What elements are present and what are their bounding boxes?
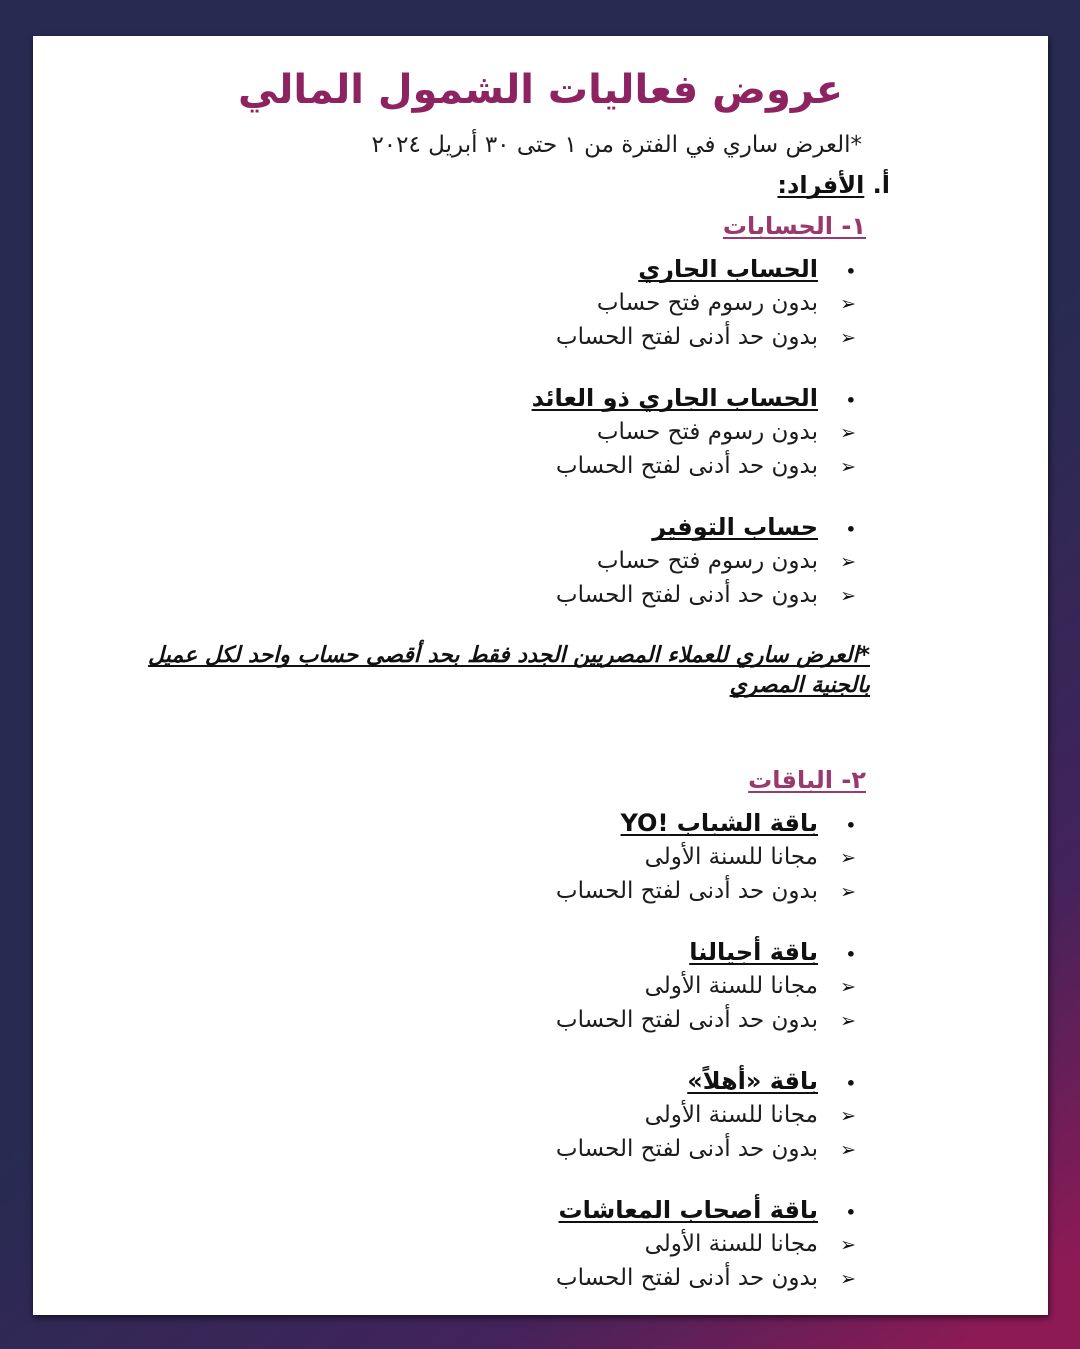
arrow-bullet-icon: ➢ xyxy=(840,456,856,478)
bullet-icon: • xyxy=(845,816,856,836)
benefit-text: بدون حد أدنى لفتح الحساب xyxy=(555,1007,818,1034)
arrow-bullet-icon: ➢ xyxy=(840,1268,856,1291)
section-individuals xyxy=(33,171,1048,199)
list-item xyxy=(33,545,856,579)
account-name: الحساب الجاري xyxy=(638,255,818,283)
benefit-text: بدون رسوم فتح حساب xyxy=(596,290,818,316)
benefit-text: بدون حد أدنى لفتح الحساب xyxy=(555,582,818,608)
bullet-icon: • xyxy=(845,1074,856,1094)
arrow-bullet-icon: ➢ xyxy=(840,327,856,349)
package-name: باقة «أهلاً» xyxy=(687,1067,818,1096)
benefit-text: بدون حد أدنى لفتح الحساب xyxy=(555,1265,818,1292)
list-item xyxy=(33,841,856,875)
benefit-text: مجانا للسنة الأولى xyxy=(644,1231,818,1258)
list-item xyxy=(33,875,856,909)
list-item xyxy=(33,579,856,613)
account-name: حساب التوفير xyxy=(652,513,818,541)
list-item xyxy=(33,287,856,321)
benefit-text: بدون رسوم فتح حساب xyxy=(596,548,818,574)
package-name: باقة أصحاب المعاشات xyxy=(558,1196,818,1225)
list-item xyxy=(33,512,856,545)
list-item xyxy=(33,1004,856,1038)
bullet-icon: • xyxy=(845,1203,856,1223)
bullet-icon: • xyxy=(845,262,856,281)
package-group-pensioners xyxy=(33,1195,856,1296)
arrow-bullet-icon: ➢ xyxy=(840,847,856,870)
list-item xyxy=(33,1262,856,1296)
list-item xyxy=(33,808,856,841)
arrow-bullet-icon: ➢ xyxy=(840,976,856,999)
account-group-savings xyxy=(33,512,856,613)
arrow-bullet-icon: ➢ xyxy=(840,293,856,315)
package-name: باقة أجيالنا xyxy=(689,938,818,967)
list-item xyxy=(33,1133,856,1167)
arrow-bullet-icon: ➢ xyxy=(840,585,856,607)
accounts-list xyxy=(33,254,1048,613)
document-page xyxy=(33,36,1048,1315)
benefit-text: بدون حد أدنى لفتح الحساب xyxy=(555,324,818,350)
account-name: الحساب الجاري ذو العائد xyxy=(531,384,818,412)
benefit-text: بدون رسوم فتح حساب xyxy=(596,419,818,445)
benefit-text: مجانا للسنة الأولى xyxy=(644,1102,818,1129)
list-item xyxy=(33,937,856,970)
arrow-bullet-icon: ➢ xyxy=(840,1139,856,1162)
section-individuals-label: الأفراد: xyxy=(777,171,865,199)
arrow-bullet-icon: ➢ xyxy=(840,422,856,444)
benefit-text: بدون حد أدنى لفتح الحساب xyxy=(555,1136,818,1163)
package-name: باقة الشباب YO!‎ xyxy=(620,809,818,838)
arrow-bullet-icon: ➢ xyxy=(840,1105,856,1128)
benefit-text: مجانا للسنة الأولى xyxy=(644,973,818,1000)
accounts-disclaimer: *العرض ساري للعملاء المصريين الجدد فقط بحد أقصى حساب واحد لكل عميل بالجنية المصري xyxy=(148,643,870,698)
arrow-bullet-icon: ➢ xyxy=(840,881,856,904)
list-item xyxy=(33,450,856,484)
list-item xyxy=(33,254,856,287)
package-group-generations xyxy=(33,937,856,1038)
bullet-icon: • xyxy=(845,391,856,410)
benefit-text: مجانا للسنة الأولى xyxy=(644,844,818,871)
list-item xyxy=(33,416,856,450)
account-group-current xyxy=(33,254,856,355)
bullet-icon: • xyxy=(845,945,856,965)
offer-period-note: *العرض ساري في الفترة من ١ حتى ٣٠ أبريل ٢٠٢٤ xyxy=(371,132,862,158)
list-item xyxy=(33,321,856,355)
heading-packages: ٢- الباقات xyxy=(748,766,866,795)
list-item xyxy=(33,1195,856,1228)
heading-accounts: ١- الحسابات xyxy=(722,212,866,240)
arrow-bullet-icon: ➢ xyxy=(840,1234,856,1257)
bullet-icon: • xyxy=(845,520,856,539)
list-item xyxy=(33,970,856,1004)
list-item xyxy=(33,1099,856,1133)
packages-list xyxy=(33,808,1048,1296)
list-item xyxy=(33,1066,856,1099)
list-item xyxy=(33,383,856,416)
benefit-text: بدون حد أدنى لفتح الحساب xyxy=(555,453,818,479)
list-item xyxy=(33,1228,856,1262)
account-group-current-yield xyxy=(33,383,856,484)
page-title: عروض فعاليات الشمول المالي xyxy=(237,67,844,113)
section-letter: أ. xyxy=(872,171,890,199)
package-group-youth xyxy=(33,808,856,909)
arrow-bullet-icon: ➢ xyxy=(840,551,856,573)
arrow-bullet-icon: ➢ xyxy=(840,1010,856,1033)
package-group-ahlan xyxy=(33,1066,856,1167)
benefit-text: بدون حد أدنى لفتح الحساب xyxy=(555,878,818,905)
